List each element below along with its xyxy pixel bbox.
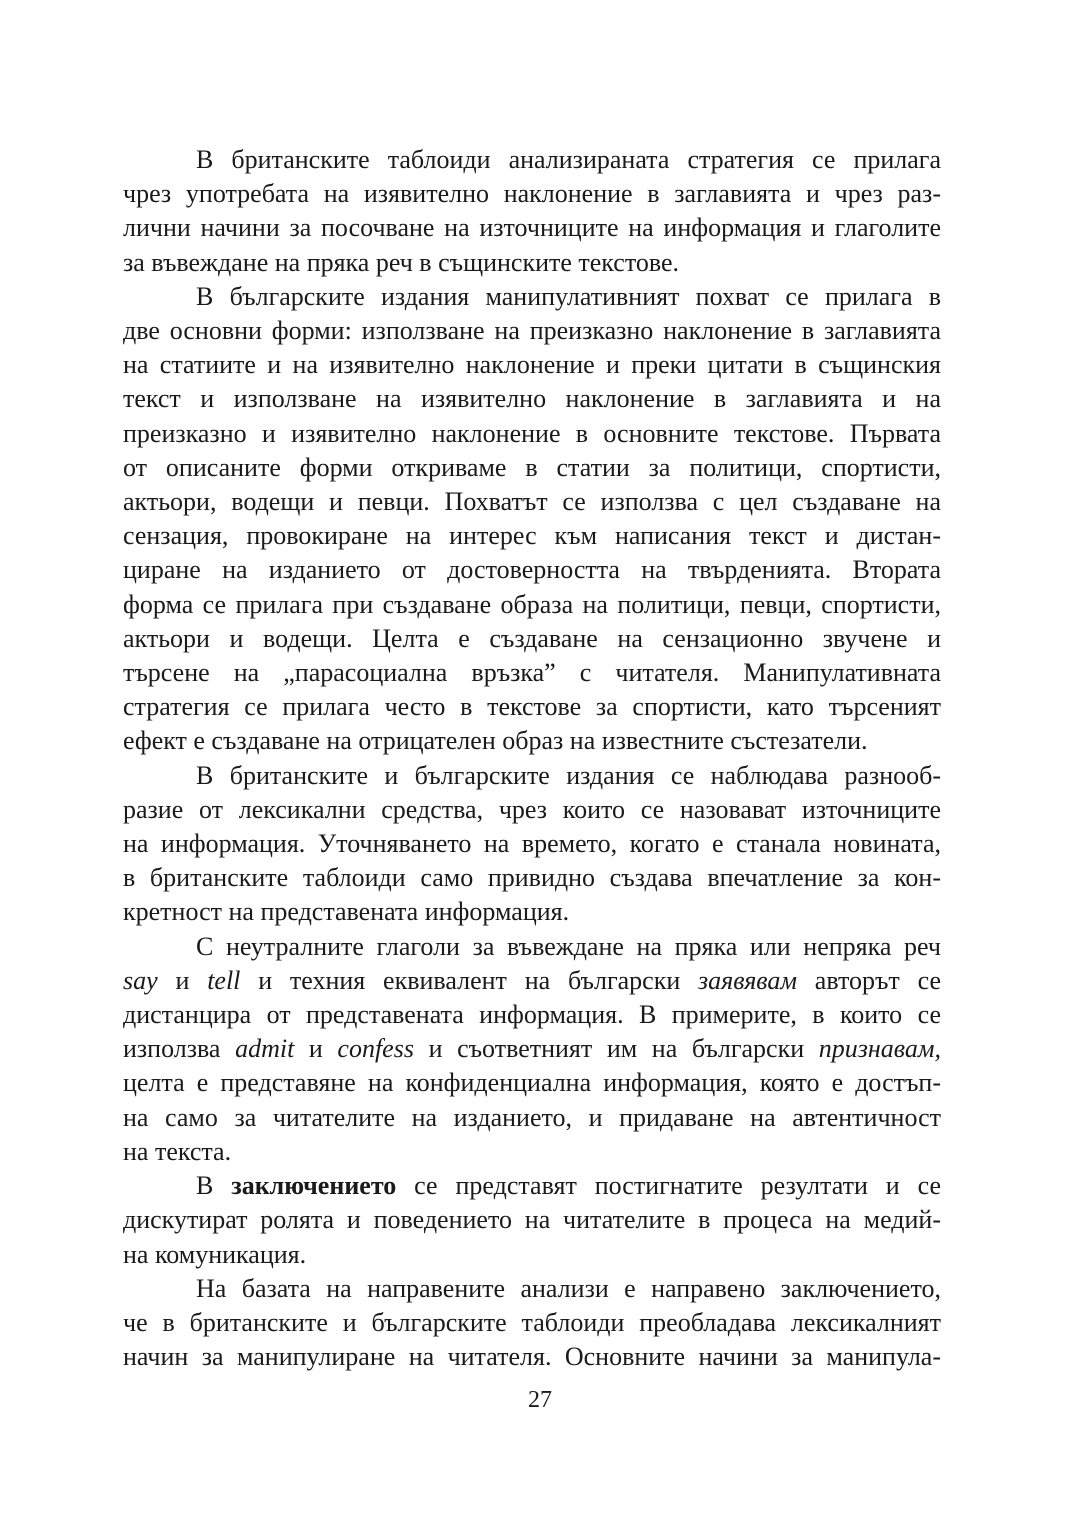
text-run: кретност на представената информация.	[123, 897, 570, 927]
text-line	[123, 519, 941, 553]
italic-term: admit	[235, 1034, 295, 1064]
text-line	[123, 246, 941, 280]
text-run: преизказно и изявително наклонение в основните текстове. Първата	[123, 418, 941, 448]
text-run: лични начини за посочване на източниците на информация и глаголите	[123, 213, 941, 243]
text-line	[123, 1238, 941, 1272]
text-run: от описаните форми откриваме в статии за политици, спортисти,	[123, 452, 941, 482]
text-line	[123, 314, 941, 348]
text-run: разие от лексикални средства, чрез които се назовават източниците	[123, 794, 941, 824]
italic-term: confess	[337, 1034, 414, 1064]
text-line	[123, 827, 941, 861]
italic-term: tell	[207, 965, 241, 995]
text-line	[123, 143, 941, 177]
paragraph	[123, 1169, 941, 1272]
text-line	[123, 177, 941, 211]
italic-term: признавам,	[818, 1034, 941, 1064]
text-run: начин за манипулиране на читателя. Основните начини за манипула-	[123, 1342, 941, 1372]
page-number: 27	[528, 1387, 552, 1413]
text-run: дистанцира от представената информация. В примерите, в които се	[123, 1000, 941, 1030]
text-line	[123, 1066, 941, 1100]
text-line	[123, 759, 941, 793]
text-run: С неутралните глаголи за въвеждане на пряка или непряка реч	[196, 931, 941, 961]
text-run: ефект е създаване на отрицателен образ на известните състезатели.	[123, 726, 868, 756]
text-run: и	[294, 1034, 338, 1064]
text-line	[123, 1272, 941, 1306]
text-run: се представят постигнатите резултати и се	[396, 1171, 941, 1201]
text-line	[123, 553, 941, 587]
text-run: актьори, водещи и певци. Похватът се използва с цел създаване на	[123, 487, 941, 517]
text-line	[123, 690, 941, 724]
text-run: дискутират ролята и поведението на читателите в процеса на медий-	[123, 1205, 941, 1235]
text-line	[123, 793, 941, 827]
italic-term: заявявам	[698, 965, 797, 995]
text-line	[123, 451, 941, 485]
bold-term: заключението	[231, 1171, 397, 1201]
text-line	[123, 348, 941, 382]
text-run: В британските и българските издания се наблюдава разнооб-	[196, 760, 941, 790]
text-run: използва	[123, 1034, 236, 1064]
text-run: за въвеждане на пряка реч в същинските текстове.	[123, 247, 680, 277]
text-run: На базата на направените анализи е направено заключението,	[196, 1273, 941, 1303]
text-line	[123, 211, 941, 245]
text-run: и	[157, 965, 208, 995]
text-run: В	[196, 1171, 232, 1201]
text-line	[123, 964, 941, 998]
text-run: на комуникация.	[123, 1239, 307, 1269]
paragraph	[123, 930, 941, 1169]
text-run: на само за читателите на изданието, и придаване на автентичност	[123, 1102, 941, 1132]
text-line	[123, 724, 941, 758]
text-run: на информация. Уточняването на времето, когато е станала новината,	[123, 829, 941, 859]
text-run: актьори и водещи. Целта е създаване на сензационно звучене и	[123, 623, 941, 653]
text-line	[123, 1135, 941, 1169]
text-run: целта е представяне на конфиденциална информация, която е достъп-	[123, 1068, 941, 1098]
text-line	[123, 417, 941, 451]
text-line	[123, 485, 941, 519]
text-line	[123, 382, 941, 416]
text-line	[123, 861, 941, 895]
text-line	[123, 998, 941, 1032]
text-run: циране на изданието от достоверността на твърденията. Втората	[123, 555, 941, 585]
text-run: и съответният им на български	[413, 1034, 819, 1064]
text-line	[123, 1340, 941, 1374]
italic-term: say	[123, 965, 158, 995]
text-run: В британските таблоиди анализираната стратегия се прилага	[196, 145, 941, 174]
text-run: сензация, провокиране на интерес към написания текст и дистан-	[123, 521, 941, 551]
paragraph	[123, 759, 941, 930]
text-line	[123, 656, 941, 690]
text-run: на текста.	[123, 1136, 232, 1166]
text-run: текст и използване на изявително наклонение в заглавията и на	[123, 384, 941, 414]
text-run: чрез употребата на изявително наклонение в заглавията и чрез раз-	[123, 179, 941, 209]
text-run: в британските таблоиди само привидно създава впечатление за кон-	[123, 863, 941, 893]
page-body	[123, 143, 941, 1374]
text-line	[123, 280, 941, 314]
text-line	[123, 1101, 941, 1135]
text-run: две основни форми: използване на преизказно наклонение в заглавията	[123, 316, 941, 346]
paragraph	[123, 1272, 941, 1375]
text-run: В българските издания манипулативният похват се прилага в	[196, 281, 941, 311]
text-line	[123, 588, 941, 622]
text-run: авторът се	[797, 965, 941, 995]
text-run: че в британските и българските таблоиди преобладава лексикалният	[123, 1307, 941, 1337]
text-run: и техния еквивалент на български	[240, 965, 699, 995]
text-run: форма се прилага при създаване образа на политици, певци, спортисти,	[123, 589, 941, 619]
text-line	[123, 1169, 941, 1203]
text-run: стратегия се прилага често в текстове за спортисти, като търсеният	[123, 692, 941, 722]
text-run: търсене на „парасоциална връзка” с читателя. Манипулативната	[123, 658, 941, 688]
text-line	[123, 895, 941, 929]
paragraph	[123, 143, 941, 280]
text-line	[123, 1306, 941, 1340]
paragraph	[123, 280, 941, 759]
text-line	[123, 622, 941, 656]
text-line	[123, 1203, 941, 1237]
text-line	[123, 1032, 941, 1066]
text-run: на статиите и на изявително наклонение и преки цитати в същинския	[123, 350, 941, 380]
text-line	[123, 930, 941, 964]
